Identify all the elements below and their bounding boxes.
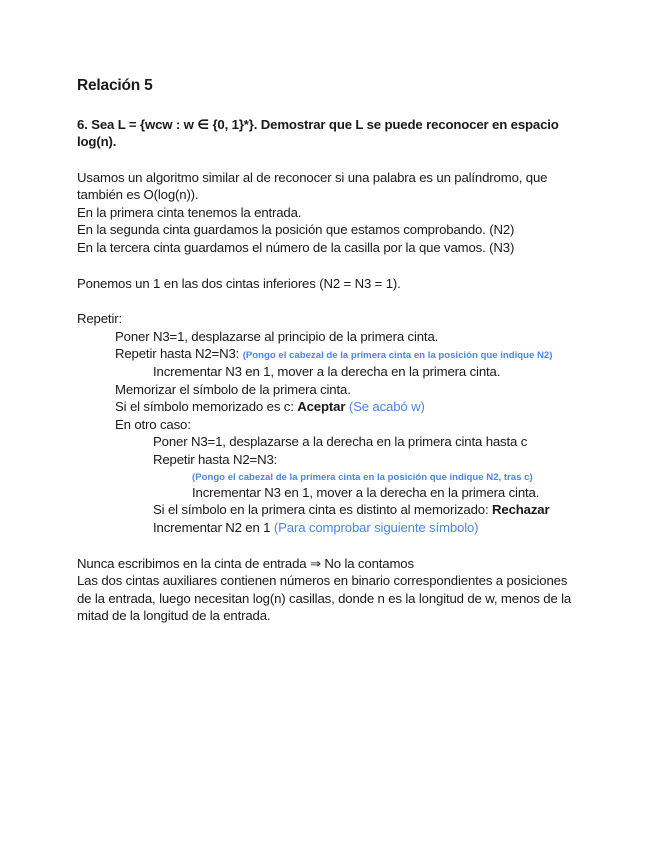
- step-8: Repetir hasta N2=N3:: [153, 452, 278, 467]
- intro-line-1: Usamos un algoritmo similar al de reconocer si una palabra es un palíndromo, que: [77, 170, 548, 185]
- exercise-statement-line-1: 6. Sea L = {wcw : w ∈ {0, 1}*}. Demostrar que L se puede reconocer en espacio: [77, 117, 559, 132]
- conclusion-line-4: mitad de la longitud de la entrada.: [77, 608, 271, 623]
- reject-keyword: Rechazar: [492, 502, 550, 517]
- step-10-text: Si el símbolo en la primera cinta es distinto al memorizado:: [153, 502, 493, 517]
- step-2-note: (Pongo el cabezal de la primera cinta en la posición que indique N2): [242, 350, 553, 361]
- intro-line-3: En la primera cinta tenemos la entrada.: [77, 205, 302, 220]
- exercise-statement-line-2: log(n).: [77, 134, 117, 149]
- step-10: [153, 502, 549, 518]
- step-6: En otro caso:: [115, 417, 191, 432]
- intro-line-2: también es O(log(n)).: [77, 187, 199, 202]
- step-1: Poner N3=1, desplazarse al principio de la primera cinta.: [115, 329, 439, 344]
- step-4: Memorizar el símbolo de la primera cinta.: [115, 382, 351, 397]
- step-11: [153, 520, 478, 536]
- step-5-note: (Se acabó w): [345, 399, 425, 414]
- conclusion-line-3: de la entrada, luego necesitan log(n) casillas, donde n es la longitud de w, menos de la: [77, 591, 572, 606]
- step-5-text: Si el símbolo memorizado es c:: [115, 399, 298, 414]
- step-2: [115, 346, 552, 364]
- conclusion-line-1: Nunca escribimos en la cinta de entrada ⇒ No la contamos: [77, 556, 414, 571]
- step-8-note: (Pongo el cabezal de la primera cinta en la posición que indique N2, tras c): [192, 472, 533, 483]
- init-line: Ponemos un 1 en las dos cintas inferiores (N2 = N3 = 1).: [77, 276, 401, 291]
- step-3: Incrementar N3 en 1, mover a la derecha en la primera cinta.: [153, 364, 501, 379]
- step-11-note: (Para comprobar siguiente símbolo): [273, 520, 479, 535]
- repeat-heading: Repetir:: [77, 311, 122, 326]
- step-2-text: Repetir hasta N2=N3:: [115, 346, 243, 361]
- conclusion-line-2: Las dos cintas auxiliares contienen números en binario correspondientes a posiciones: [77, 573, 568, 588]
- step-11-text: Incrementar N2 en 1: [153, 520, 274, 535]
- step-9: Incrementar N3 en 1, mover a la derecha en la primera cinta.: [192, 485, 540, 500]
- step-7: Poner N3=1, desplazarse a la derecha en la primera cinta hasta c: [153, 434, 528, 449]
- intro-line-4: En la segunda cinta guardamos la posición que estamos comprobando. (N2): [77, 222, 515, 237]
- accept-keyword: Aceptar: [297, 399, 346, 414]
- intro-line-5: En la tercera cinta guardamos el número de la casilla por la que vamos. (N3): [77, 240, 515, 255]
- step-5: [115, 399, 425, 415]
- page-title: Relación 5: [77, 77, 153, 94]
